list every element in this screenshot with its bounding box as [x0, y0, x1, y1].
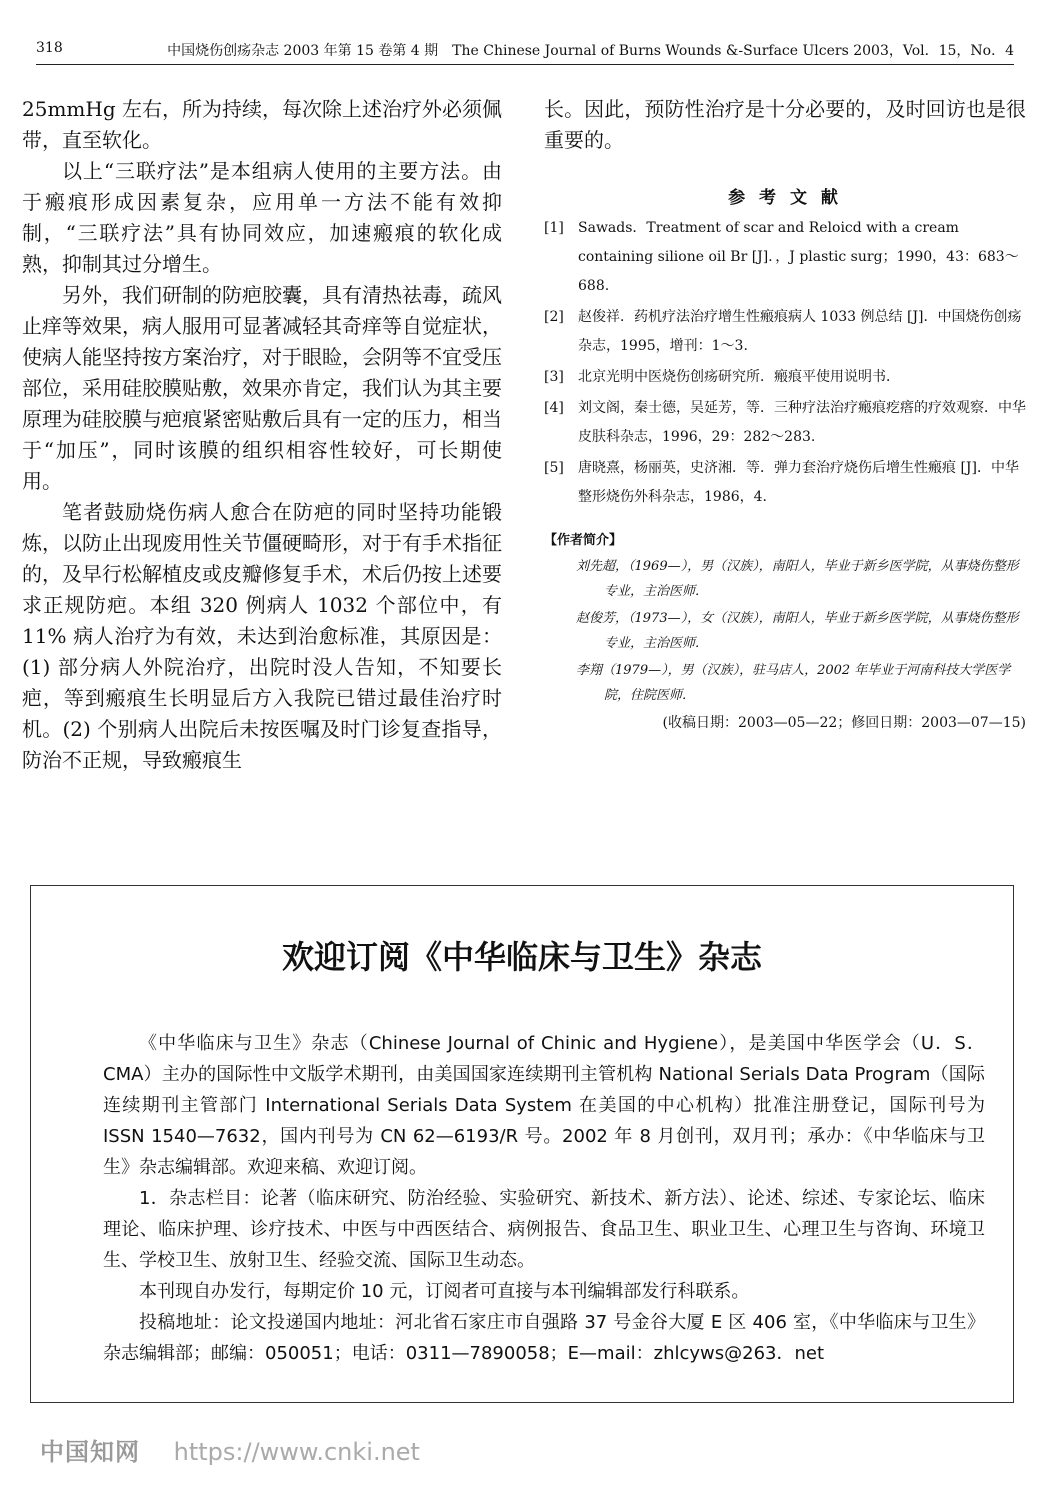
reference-text: 赵俊祥．药机疗法治疗增生性瘢痕病人 1033 例总结 [J]．中国烧伤创疡杂志，1995，增刊：1～3.	[578, 309, 1022, 354]
reference-item	[544, 454, 1026, 512]
author-bio: 赵俊芳，（1973—），女（汉族），南阳人，毕业于新乡医学院，从事烧伤整形专业，主治医师．	[576, 611, 1019, 651]
ad-paragraph: 《中华临床与卫生》杂志（Chinese Journal of Chinic and Hygiene），是美国中华医学会（U．S．CMA）主办的国际性中文版学术期刊，由美国国家连续期刊主管机构 National Serials Data Program（国际连续期刊主管部门 International Serials Data System 在美国的中心机构）批准注册登记，国际刊号为 ISSN 1540—7632，国内刊号为 CN 62—6193/R 号。2002 年 8 月创刊，双月刊；承办：《中华临床与卫生》杂志编辑部。欢迎来稿、欢迎订阅。	[103, 1033, 985, 1178]
reference-item	[544, 363, 1026, 392]
author-bio: 刘先超，（1969—），男（汉族），南阳人，毕业于新乡医学院，从事烧伤整形专业，主治医师．	[576, 559, 1019, 599]
author-bio-heading: 【作者简介】	[544, 533, 623, 548]
references-heading: 参 考 文 献	[728, 188, 842, 208]
body-paragraph: 另外，我们研制的防疤胶囊，具有清热祛毒，疏风止痒等效果，病人服用可显著减轻其奇痒等自觉症状，使病人能坚持按方案治疗，对于眼睑，会阴等不宜受压部位，采用硅胶膜贴敷，效果亦肯定，我们认为其主要原理为硅胶膜与疤痕紧密贴敷后具有一定的压力，相当于“加压”，同时该膜的组织相容性较好，可长期使用。	[22, 283, 502, 493]
reference-item	[544, 214, 1026, 301]
cnki-url[interactable]: https://www.cnki.net	[173, 1438, 420, 1466]
author-bio: 李翔（1979—），男（汉族），驻马店人，2002 年毕业于河南科技大学医学院，住院医师．	[576, 663, 1011, 703]
body-paragraph: 笔者鼓励烧伤病人愈合在防疤的同时坚持功能锻炼，以防止出现废用性关节僵硬畸形，对于有手术指征的，及早行松解植皮或皮瓣修复手术，术后仍按上述要求正规防疤。本组 320 例病人 1032 个部位中，有 11% 病人治疗为有效，未达到治愈标准，其原因是：(1) 部分病人外院治疗，出院时没人告知，不知要长疤，等到瘢痕生长明显后方入我院已错过最佳治疗时机。(2) 个别病人出院后未按医嘱及时门诊复查指导，防治不正规，导致瘢痕生	[22, 500, 502, 772]
page-number: 318	[36, 40, 63, 56]
ad-paragraph: 投稿地址：论文投递国内地址：河北省石家庄市自强路 37 号金谷大厦 E 区 406 室，《中华临床与卫生》杂志编辑部；邮编：050051；电话：0311—7890058；E—mail：zhlcyws@263．net	[103, 1312, 985, 1364]
reference-number: [2]	[544, 309, 564, 325]
cnki-logo: 中国知网	[40, 1438, 140, 1466]
subscription-ad-box	[30, 885, 1014, 1403]
reference-text: Sawads．Treatment of scar and Reloicd with a cream containing silione oil Br [J]．，J plastic surg；1990，43：683～688.	[578, 220, 1019, 294]
ad-paragraph: 1．杂志栏目：论著（临床研究、防治经验、实验研究、新技术、新方法）、论述、综述、专家论坛、临床理论、临床护理、诊疗技术、中医与中西医结合、病例报告、食品卫生、职业卫生、心理卫生与咨询、环境卫生、学校卫生、放射卫生、经验交流、国际卫生动态。	[103, 1188, 985, 1271]
reference-number: [4]	[544, 400, 564, 416]
left-column	[22, 94, 502, 776]
body-paragraph-continuation: 长。因此，预防性治疗是十分必要的，及时回访也是很重要的。	[544, 97, 1026, 152]
journal-running-title: 中国烧伤创疡杂志 2003 年第 15 卷第 4 期 The Chinese Journal of Burns Wounds &-Surface Ulcers 2003，Vol．15，No．4	[167, 43, 1014, 59]
reference-text: 刘文阁，秦士德，吴延芳，等．三种疗法治疗瘢痕疙瘩的疗效观察．中华皮肤科杂志，1996，29：282～283.	[578, 400, 1026, 445]
received-dates: (收稿日期：2003—05—22；修回日期：2003—07—15)	[662, 715, 1026, 731]
reference-item	[544, 303, 1026, 361]
ad-paragraph: 本刊现自办发行，每期定价 10 元，订阅者可直接与本刊编辑部发行科联系。	[139, 1281, 750, 1302]
ad-body	[103, 1028, 985, 1369]
ad-title: 欢迎订阅《中华临床与卫生》杂志	[281, 938, 762, 976]
cnki-watermark	[40, 1432, 420, 1467]
reference-number: [3]	[544, 369, 564, 385]
reference-text: 北京光明中医烧伤创疡研究所．瘢痕平使用说明书．	[578, 369, 900, 385]
running-header	[36, 38, 1014, 65]
reference-item	[544, 394, 1026, 452]
reference-number: [5]	[544, 460, 564, 476]
reference-number: [1]	[544, 220, 564, 236]
body-paragraph: 25mmHg 左右，所为持续，每次除上述治疗外必须佩带，直至软化。	[22, 97, 502, 152]
reference-text: 唐晓熹，杨丽英，史济湘．等．弹力套治疗烧伤后增生性瘢痕 [J]．中华整形烧伤外科杂志，1986，4.	[578, 460, 1019, 505]
right-column	[544, 94, 1026, 736]
body-paragraph: 以上“三联疗法”是本组病人使用的主要方法。由于瘢痕形成因素复杂，应用单一方法不能有效抑制，“三联疗法”具有协同效应，加速瘢痕的软化成熟，抑制其过分增生。	[22, 159, 502, 276]
